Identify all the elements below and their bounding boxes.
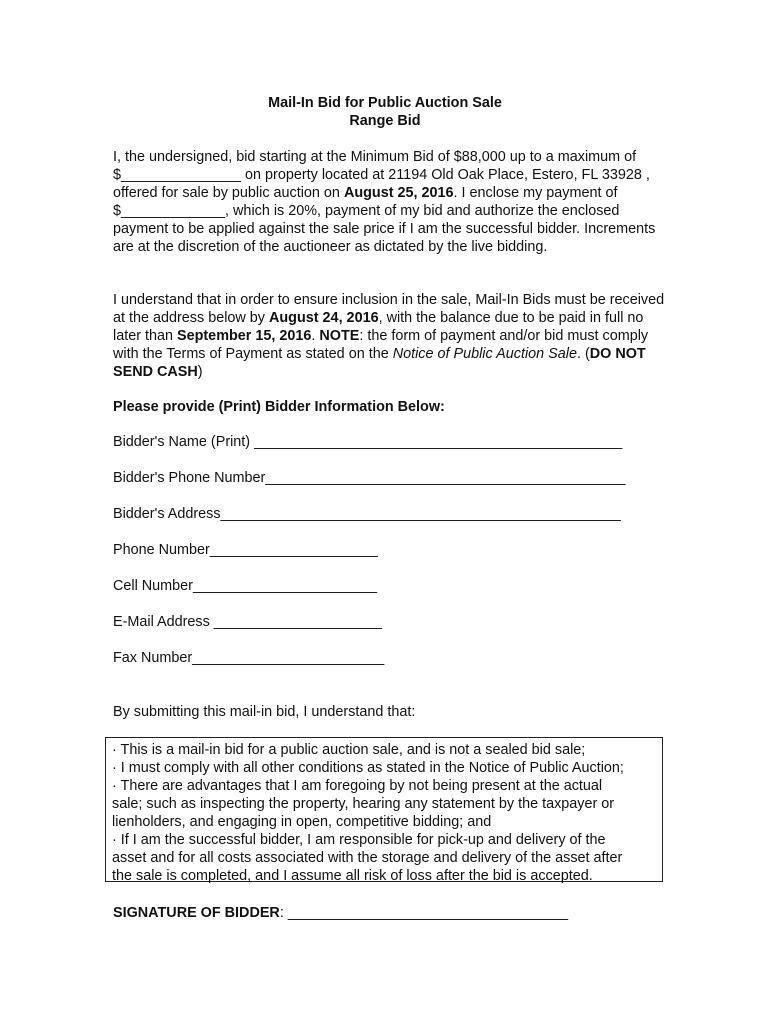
email-field[interactable]: E-Mail Address _____________________	[113, 614, 382, 630]
understand-intro: By submitting this mail-in bid, I understand that:	[113, 704, 416, 720]
balance-due-date: September 15, 2016	[177, 328, 312, 344]
terms-text-4: : the form of payment and/or bid must comply with the Terms of Payment as stated on the	[113, 328, 649, 362]
notice-reference: Notice of Public Auction Sale	[392, 346, 577, 362]
terms-text: I understand that in order to ensure inclusion in the sale, Mail-In Bids must be received at the address below by	[113, 292, 665, 326]
conditions-box	[105, 737, 663, 882]
terms-text-5: . (	[576, 346, 590, 362]
signature-field[interactable]	[113, 904, 568, 922]
signature-label: SIGNATURE OF BIDDER	[113, 905, 280, 921]
bidder-name-field[interactable]: Bidder's Name (Print) ______________________________________________	[113, 434, 623, 450]
terms-paragraph	[113, 291, 673, 381]
condition-line: · This is a mail-in bid for a public auction sale, and is not a sealed bid sale;	[112, 742, 586, 758]
terms-text-6: )	[197, 364, 203, 380]
bid-text-continued: . I enclose my payment of $_____________, which is 20%, payment of my bid and authorize the enclosed payment to be applied against the sale price if I am the successful bidder. Increments are at the discretion of the auctioneer as dictated by the live bidding.	[113, 185, 656, 255]
bidder-phone-field[interactable]: Bidder's Phone Number_____________________________________________	[113, 470, 626, 486]
condition-line: · I must comply with all other conditions as stated in the Notice of Public Auction;	[112, 760, 624, 776]
auction-date: August 25, 2016	[343, 185, 454, 201]
received-by-date: August 24, 2016	[269, 310, 379, 326]
no-cash-warning: DO NOT SEND CASH	[113, 346, 646, 380]
terms-text-3: .	[311, 328, 320, 344]
document-title: Mail-In Bid for Public Auction Sale	[268, 95, 502, 111]
note-label: NOTE	[319, 328, 360, 344]
condition-line: lienholders, and engaging in open, competitive bidding; and	[112, 814, 492, 830]
bid-paragraph	[113, 148, 673, 256]
terms-text-2: , with the balance due to be paid in full no later than	[113, 310, 644, 344]
bidder-address-field[interactable]: Bidder's Address__________________________________________________	[113, 506, 621, 522]
bid-text: I, the undersigned, bid starting at the Minimum Bid of $88,000 up to a maximum of $_______________ on property located at 21194 Old Oak Place, Estero, FL 33928 , offered for sale by public auction on	[113, 149, 650, 201]
condition-line: the sale is completed, and I assume all risk of loss after the bid is accepted.	[112, 868, 593, 884]
signature-line: : ___________________________________	[279, 905, 568, 921]
condition-line: · There are advantages that I am foregoing by not being present at the actual	[112, 778, 603, 794]
condition-line: asset and for all costs associated with the storage and delivery of the asset after	[112, 850, 623, 866]
document-subtitle: Range Bid	[349, 113, 421, 129]
fax-number-field[interactable]: Fax Number________________________	[113, 650, 385, 666]
phone-number-field[interactable]: Phone Number_____________________	[113, 542, 378, 558]
condition-line: sale; such as inspecting the property, hearing any statement by the taxpayer or	[112, 796, 615, 812]
bidder-info-heading: Please provide (Print) Bidder Information Below:	[113, 399, 445, 415]
condition-line: · If I am the successful bidder, I am responsible for pick-up and delivery of the	[112, 832, 606, 848]
cell-number-field[interactable]: Cell Number_______________________	[113, 578, 378, 594]
